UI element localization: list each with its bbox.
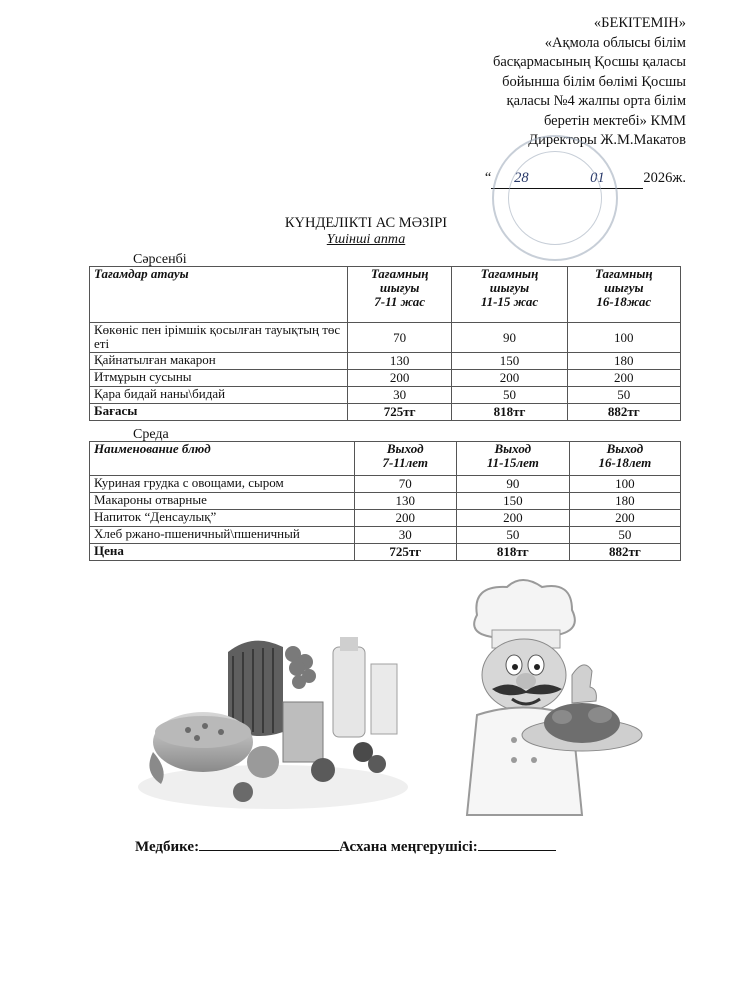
price-cell: 882тг — [567, 404, 680, 421]
dish-name: Қайнатылған макарон — [90, 353, 348, 370]
price-label: Цена — [90, 544, 355, 561]
director-line: Директоры Ж.М.Макатов — [528, 132, 686, 148]
portion-cell: 150 — [456, 493, 569, 510]
price-label: Бағасы — [90, 404, 348, 421]
approval-line: бойынша білім бөлімі Қосшы — [502, 73, 686, 90]
portion-cell: 150 — [452, 353, 567, 370]
table-row — [90, 387, 681, 404]
portion-cell: 90 — [456, 476, 569, 493]
portion-cell: 70 — [354, 476, 456, 493]
table-total-row — [90, 544, 681, 561]
table-row — [90, 527, 681, 544]
portion-cell: 70 — [347, 323, 451, 353]
menu-table-ru — [89, 441, 681, 561]
approval-line: басқармасының Қосшы қаласы — [492, 54, 686, 70]
table-row — [90, 493, 681, 510]
portion-cell: 130 — [347, 353, 451, 370]
table-row — [90, 476, 681, 493]
dish-name: Макароны отварные — [90, 493, 355, 510]
header-cell: Тағамдар атауы — [90, 267, 348, 323]
header-cell: Тағамның шығуы 16-18жас — [567, 267, 680, 323]
portion-cell: 100 — [567, 323, 680, 353]
date-day: 28 — [491, 169, 551, 190]
portion-cell: 30 — [354, 527, 456, 544]
date-year: 2026ж. — [643, 169, 686, 186]
table-total-row — [90, 404, 681, 421]
header-cell: Выход 11-15лет — [456, 442, 569, 476]
dish-name: Көкөніс пен ірімшік қосылған тауықтың төс еті — [90, 323, 348, 353]
approval-line: «Ақмола облысы білім — [544, 34, 686, 51]
header-cell: Выход 16-18лет — [569, 442, 680, 476]
portion-cell: 30 — [347, 387, 451, 404]
header-cell: Тағамның шығуы 11-15 жас — [452, 267, 567, 323]
portion-cell: 50 — [456, 527, 569, 544]
table-row — [90, 353, 681, 370]
table-header-row — [90, 267, 681, 323]
menu-table-kk — [89, 266, 681, 421]
canteen-signature-blank — [478, 836, 556, 851]
price-cell: 818тг — [456, 544, 569, 561]
dish-name: Хлеб ржано-пшеничный\пшеничный — [90, 527, 355, 544]
table-row — [90, 370, 681, 387]
header-cell: Выход 7-11лет — [354, 442, 456, 476]
dish-name: Напиток “Денсаулық” — [90, 510, 355, 527]
approval-line: беретін мектебі» КММ — [543, 112, 686, 129]
portion-cell: 100 — [569, 476, 680, 493]
portion-cell: 200 — [569, 510, 680, 527]
price-cell: 882тг — [569, 544, 680, 561]
page-subtitle: Үшінші апта — [326, 232, 406, 247]
price-cell: 725тг — [347, 404, 451, 421]
page-title: КҮНДЕЛІКТІ АС МӘЗІРІ — [284, 215, 448, 231]
header-cell: Тағамның шығуы 7-11 жас — [347, 267, 451, 323]
dish-name: Куриная грудка с овощами, сыром — [90, 476, 355, 493]
portion-cell: 200 — [354, 510, 456, 527]
portion-cell: 130 — [354, 493, 456, 510]
day-label: Сәрсенбі — [133, 252, 187, 267]
portion-cell: 180 — [569, 493, 680, 510]
portion-cell: 50 — [569, 527, 680, 544]
price-cell: 725тг — [354, 544, 456, 561]
portion-cell: 200 — [452, 370, 567, 387]
portion-cell: 200 — [347, 370, 451, 387]
table-row — [90, 323, 681, 353]
portion-cell: 180 — [567, 353, 680, 370]
nurse-signature-blank — [199, 836, 339, 851]
price-cell: 818тг — [452, 404, 567, 421]
portion-cell: 90 — [452, 323, 567, 353]
table-row — [90, 510, 681, 527]
table-header-row — [90, 442, 681, 476]
approval-line: «БЕКІТЕМІН» — [593, 15, 686, 31]
food-still-life-image — [133, 592, 413, 817]
header-cell: Наименование блюд — [90, 442, 355, 476]
chef-illustration-image — [422, 575, 672, 833]
date-month: 01 — [551, 169, 643, 190]
portion-cell: 50 — [567, 387, 680, 404]
portion-cell: 200 — [456, 510, 569, 527]
dish-name: Итмұрын сусыны — [90, 370, 348, 387]
portion-cell: 200 — [567, 370, 680, 387]
nurse-signature-label: Медбике: — [135, 839, 200, 855]
approval-line: қаласы №4 жалпы орта білім — [506, 93, 686, 109]
approval-date: “ 28 01 2026ж. — [386, 169, 686, 190]
day-label: Среда — [133, 427, 169, 442]
signature-line — [135, 836, 556, 856]
portion-cell: 50 — [452, 387, 567, 404]
dish-name: Қара бидай наны\бидай — [90, 387, 348, 404]
canteen-head-signature-label: Асхана меңгерушісі: — [339, 839, 478, 855]
